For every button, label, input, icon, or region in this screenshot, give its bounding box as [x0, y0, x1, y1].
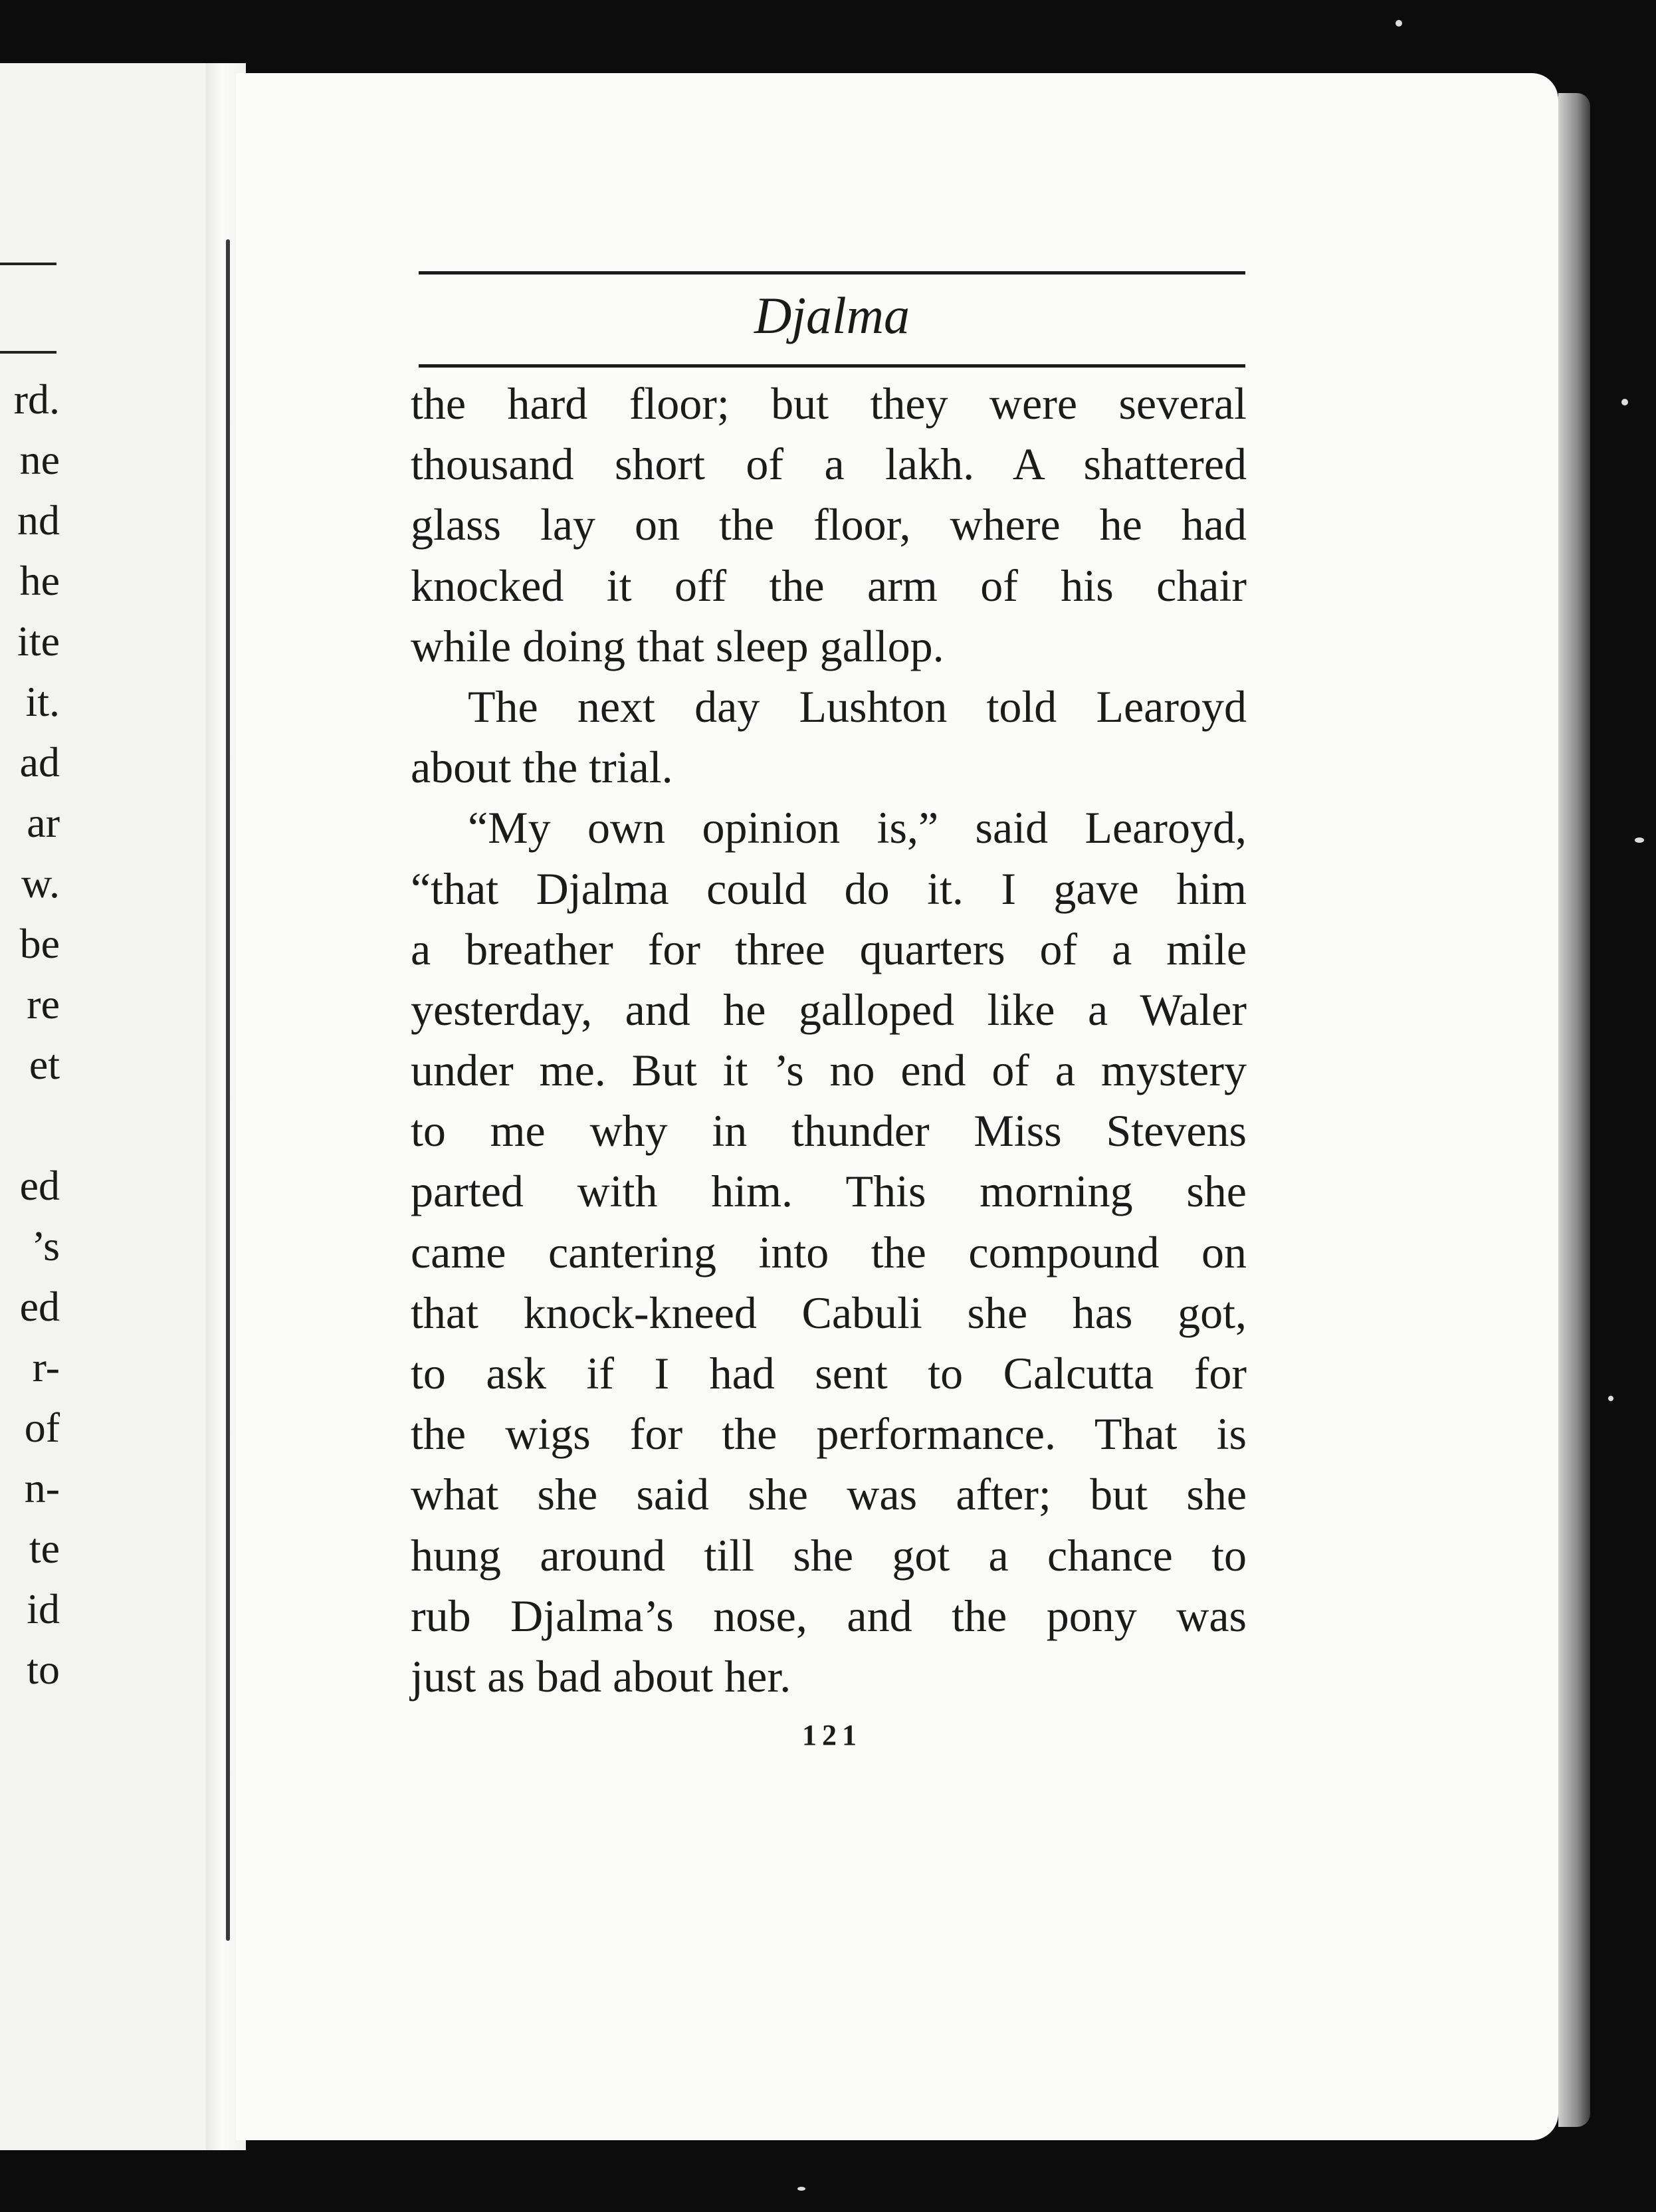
text-line: The next day Lushton told Learoyd [468, 681, 1247, 732]
text-line: knocked it off the arm of his chair [411, 560, 1247, 611]
text-line: parted with him. This morning she [411, 1166, 1247, 1217]
left-fragment: he [19, 557, 60, 604]
text-line: just as bad about her. [411, 1650, 791, 1702]
left-fragment: to [27, 1646, 60, 1693]
text-line: the hard floor; but they were several [411, 378, 1247, 429]
text-line: rub Djalma’s nose, and the pony was [411, 1590, 1247, 1641]
left-fragment: et [29, 1041, 60, 1088]
running-head-rule-top [419, 271, 1245, 275]
left-fragment: te [29, 1525, 60, 1572]
left-fragment: ed [19, 1162, 60, 1209]
text-line: to ask if I had sent to Calcutta for [411, 1348, 1247, 1398]
text-line: that knock-kneed Cabuli she has got, [411, 1287, 1247, 1338]
left-fragment: ne [19, 436, 60, 483]
binding-thread [226, 239, 230, 1941]
text-line: to me why in thunder Miss Stevens [411, 1105, 1247, 1157]
left-page [0, 63, 236, 2150]
body-text [411, 374, 1247, 1707]
left-fragment: w. [21, 859, 60, 907]
text-line: “that Djalma could do it. I gave him [411, 863, 1247, 914]
left-fragment: ite [17, 617, 60, 665]
text-line: hung around till she got a chance to [411, 1529, 1247, 1581]
text-line: came cantering into the compound on [411, 1226, 1247, 1277]
left-fragment: be [19, 920, 60, 967]
text-line: the wigs for the performance. That is [411, 1408, 1247, 1460]
left-page-text-fragments [0, 369, 60, 1700]
text-line: “My own opinion is,” said Learoyd, [468, 802, 1247, 853]
left-header-rule-top [0, 263, 56, 265]
running-head-rule-bottom [419, 364, 1245, 368]
text-line: yesterday, and he galloped like a Waler [411, 984, 1247, 1035]
text-line: thousand short of a lakh. A shattered [411, 439, 1247, 490]
left-fragment: n- [24, 1464, 60, 1511]
left-fragment: of [24, 1404, 60, 1451]
text-line: what she said she was after; but she [411, 1469, 1247, 1520]
dust-speck [1608, 1396, 1613, 1401]
dust-speck [1635, 837, 1644, 843]
left-fragment: ed [19, 1283, 60, 1330]
text-line: under me. But it ’s no end of a mystery [411, 1045, 1247, 1096]
dust-speck [1621, 399, 1628, 405]
text-line: while doing that sleep gallop. [411, 620, 944, 671]
running-head: Djalma [754, 286, 910, 344]
dust-speck [1396, 20, 1402, 27]
left-fragment: re [27, 980, 60, 1028]
left-fragment: r- [32, 1343, 60, 1390]
page-block-edge [1558, 93, 1590, 2127]
left-fragment: it. [25, 678, 60, 725]
text-line: a breather for three quarters of a mile [411, 923, 1247, 974]
left-fragment: ad [19, 738, 60, 786]
left-fragment: ’s [31, 1222, 60, 1270]
left-fragment: id [27, 1585, 60, 1632]
left-fragment [0, 1095, 60, 1155]
left-fragment: rd. [13, 376, 60, 423]
left-fragment: ar [27, 799, 60, 846]
left-header-rule-bottom [0, 351, 56, 354]
dust-speck [797, 2187, 805, 2191]
left-fragment: nd [17, 497, 60, 544]
text-line: glass lay on the floor, where he had [411, 499, 1247, 550]
text-line: about the trial. [411, 742, 673, 793]
page-number: 121 [802, 1719, 862, 1751]
